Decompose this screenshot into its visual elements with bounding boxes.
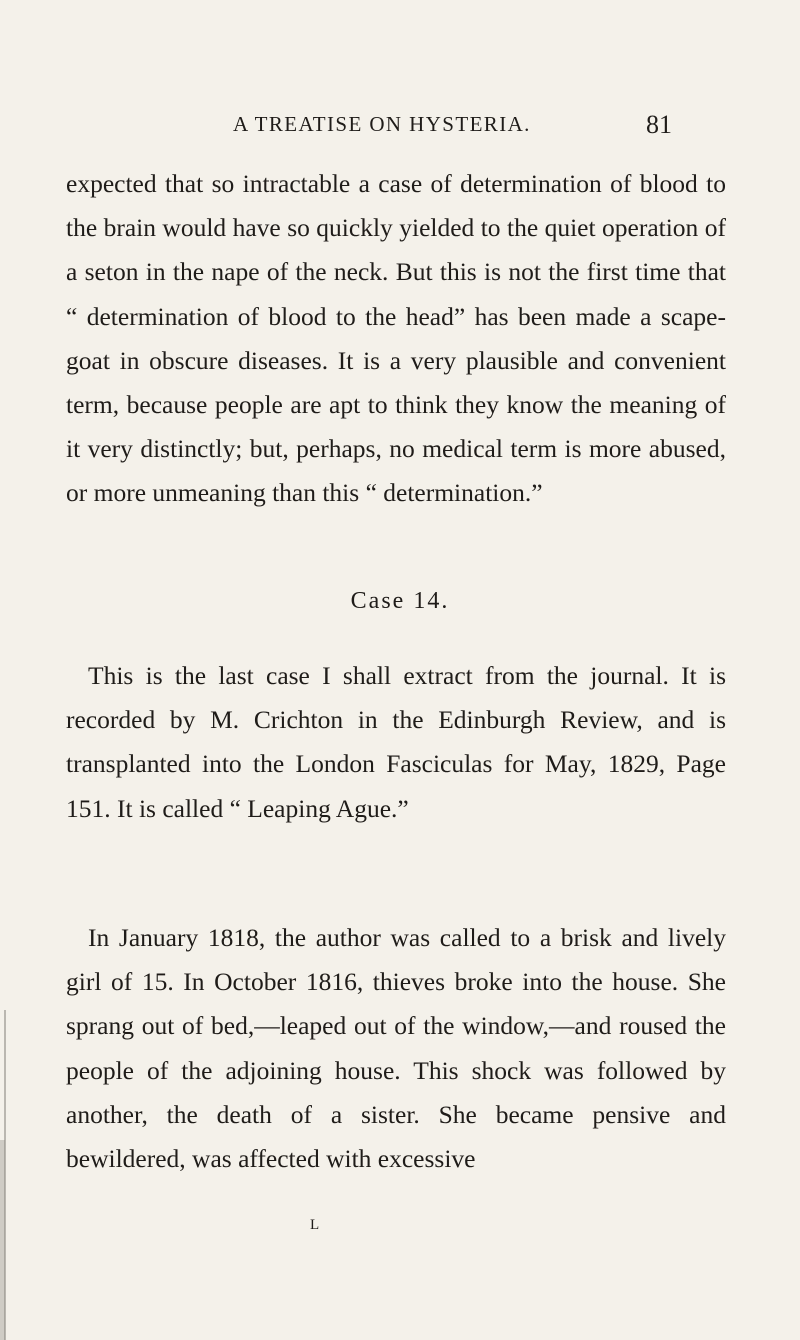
paragraph-case-narrative: In January 1818, the author was called to a brisk and lively girl of 15. In October 1816, thieves broke into the house. She sprang out of bed,—leaped out of the window,—and roused the people of the adjoining house. This shock was followed by another, the death of a sister. She became pensive and bewildered, was affected with excessive xyxy=(66,923,726,1174)
case-heading: Case 14. xyxy=(350,588,450,614)
signature-mark: L xyxy=(310,1217,321,1233)
page-header xyxy=(0,112,800,152)
running-title: A TREATISE ON HYSTERIA. xyxy=(233,112,531,136)
paragraph-case-intro: This is the last case I shall extract from the journal. It is recorded by M. Crichton in the Edinburgh Review, and is transplanted into the London Fasciculas for May, 1829, Page 151. It is called “ Leaping Ague.” xyxy=(66,661,726,823)
page-edge-shadow xyxy=(0,1140,5,1340)
paragraph-determination: expected that so intractable a case of determination of blood to the brain would have so quickly yielded to the quiet operation of a seton in the nape of the neck. But this is not the first time that “ determination of blood to the head” has been made a scape-goat in obscure diseases. It is a very plausible and convenient term, because people are apt to think they know the meaning of it very distinctly; but, perhaps, no medical term is more abused, or more unmeaning than this “ determination.” xyxy=(66,169,726,508)
page-number: 81 xyxy=(646,110,672,139)
